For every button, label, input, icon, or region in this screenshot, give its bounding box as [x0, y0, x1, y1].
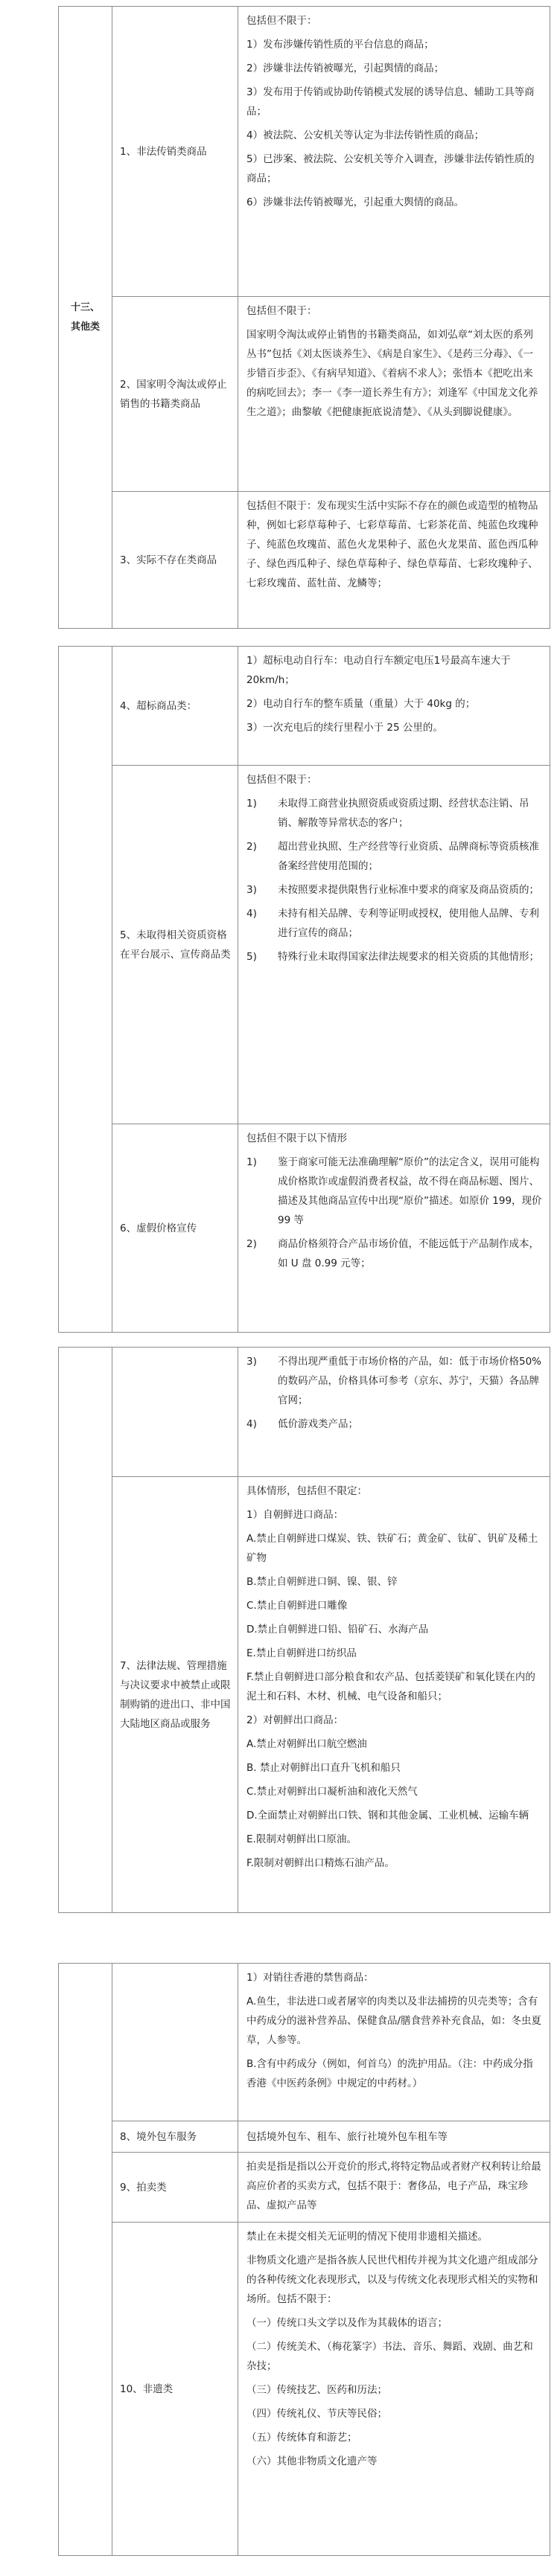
body-line: 6）涉嫌非法传销被曝光，引起重大舆情的商品。 — [246, 196, 465, 208]
list-item: 4) 低价游戏类产品； — [246, 1418, 358, 1430]
table-row — [59, 2121, 550, 2153]
body-line: 2）对朝鲜出口商品： — [246, 1714, 344, 1726]
list-item: 5) 特殊行业未取得国家法律法规要求的相关资质的其他情形； — [246, 951, 539, 963]
row-body — [238, 766, 550, 1124]
row-name: 1、非法传销类商品 — [112, 7, 238, 297]
row-name: 2、国家明令淘汰或停止销售的书籍类商品 — [112, 297, 238, 492]
body-line: B.含有中药成分（例如，何首乌）的洗护用品。（注：中药成分指香港《中医药条例》中规定的中药材。） — [246, 2058, 533, 2089]
body-line: 1）对销往香港的禁售商品： — [246, 1972, 374, 1984]
body-line: 1）发布涉嫌传销性质的平台信息的商品； — [246, 39, 434, 51]
body-line: E.限制对朝鲜出口原油。 — [246, 1833, 357, 1845]
row-body — [238, 297, 550, 492]
body-line: A.禁止自朝鲜进口煤炭、铁、铁矿石；黄金矿、钛矿、钒矿及稀土矿物 — [246, 1533, 538, 1564]
row-body — [238, 1348, 550, 1477]
row-name: 6、虚假价格宣传 — [112, 1124, 238, 1333]
row-body — [238, 492, 550, 629]
body-line: A.鱼生，非法进口或者屠宰的肉类以及非法捕捞的贝壳类等；含有中药成分的滋补营养品、保健食品/膳食营养补充食品，如：冬虫夏草，人参等。 — [246, 1996, 542, 2046]
body-line: （一）传统口头文学以及作为其载体的语言； — [246, 2317, 448, 2329]
body-line: （四）传统礼仪、节庆等民俗； — [246, 2408, 387, 2420]
body-line: C.禁止自朝鲜进口雕像 — [246, 1600, 348, 1612]
body-line: 包括境外包车、租车、旅行社境外包车租车等 — [246, 2130, 448, 2143]
body-line: B. 禁止对朝鲜出口直升飞机和船只 — [246, 1762, 401, 1774]
body-line: A.禁止对朝鲜出口航空燃油 — [246, 1738, 367, 1750]
body-line: 拍卖是指是指以公开竞价的形式,将特定物品或者财产权利转让给最高应价者的买卖方式，包括不限于：奢侈品，电子产品，珠宝珍品、虚拟产品等 — [246, 2161, 541, 2211]
table-row — [59, 2223, 550, 2556]
body-line: D.全面禁止对朝鲜出口铁、钢和其他金属、工业机械、运输车辆 — [246, 1810, 529, 1822]
body-line: 包括但不限于： — [246, 774, 317, 786]
body-line: （五）传统体育和游艺； — [246, 2432, 357, 2444]
table-row — [59, 1477, 550, 1913]
table-block-1 — [58, 6, 550, 629]
row-name: 4、超标商品类： — [112, 647, 238, 766]
row-name: 8、境外包车服务 — [112, 2121, 238, 2153]
table-row — [59, 492, 550, 629]
body-line: （三）传统技艺、医药和历法； — [246, 2384, 387, 2396]
category-cell — [59, 7, 112, 629]
list-item: 3) 不得出现严重低于市场价格的产品，如：低于市场价格50%的数码产品，价格具体可参考（京东、苏宁，天猫）各品牌官网； — [246, 1356, 542, 1406]
row-body — [238, 7, 550, 297]
table-row — [59, 1348, 550, 1477]
body-line: D.禁止自朝鲜进口铅、铅矿石、水海产品 — [246, 1624, 429, 1635]
row-name: 9、拍卖类 — [112, 2153, 238, 2223]
list-item: 2) 超出营业执照、生产经营等行业资质、品牌商标等资质核准备案经营使用范围的； — [246, 841, 539, 872]
body-line: 非物质文化遗产是指各族人民世代相传并视为其文化遗产组成部分的各种传统文化表现形式，以及与传统文化表现形式相关的实物和场所。包括不限于： — [246, 2255, 538, 2305]
list-item: 4) 未持有相关品牌、专利等证明或授权，使用他人品牌、专利进行宣传的商品； — [246, 908, 539, 939]
body-line: F.限制对朝鲜出口精炼石油产品。 — [246, 1857, 395, 1869]
table-block-3 — [58, 1347, 550, 1913]
body-line: 包括但不限于：发布现实生活中实际不存在的颜色或造型的植物品种，例如七彩草莓种子、七彩草莓苗、七彩茶花苗、纯蓝色玫瑰种子、纯蓝色玫瑰苗、蓝色火龙果种子、蓝色火龙果苗、蓝色西瓜种子、绿色西瓜种子、绿色草莓种子、绿色草莓苗、七彩玫瑰种子、七彩玫瑰苗、蓝牡苗、龙鳞等； — [246, 500, 538, 589]
list-item: 2) 商品价格须符合产品市场价值，不能远低于产品制作成本，如 U 盘 0.99 元等； — [246, 1238, 539, 1269]
body-line: 4）被法院、公安机关等认定为非法传销性质的商品； — [246, 129, 485, 141]
body-line: F.禁止自朝鲜进口部分粮食和农产品、包括菱镁矿和氧化镁在内的泥土和石料、木材、机械、电气设备和船只； — [246, 1671, 535, 1702]
table-row — [59, 647, 550, 766]
body-line: 国家明令淘汰或停止销售的书籍类商品，如刘弘章“刘太医的系列丛书”包括《刘太医谈养生》、《病是自家生》、《是药三分毒》、《一步错百步歪》、《有病早知道》、《着病不求人》；张悟本《把吃出来的病吃回去》；李一《李一道长养生有方》；刘逢军《中国龙文化养生之道》；曲黎敏《把健康扼底说清楚》、《从头到脚说健康》。 — [246, 329, 538, 418]
body-line: 3）发布用于传销或协助传销模式发展的诱导信息、辅助工具等商品； — [246, 86, 535, 118]
row-name: 7、法律法规、管理措施与决议要求中被禁止或限制购销的进出口、非中国大陆地区商品或服务 — [112, 1477, 238, 1913]
table-row — [59, 7, 550, 297]
row-name: 10、非遗类 — [112, 2223, 238, 2556]
row-body — [238, 2223, 550, 2556]
body-line: 1）自朝鲜进口商品： — [246, 1509, 344, 1521]
list-item: 1) 鉴于商家可能无法准确理解“原价”的法定含义，误用可能构成价格欺诈或虚假消费者权益，故不得在商品标题、图片、描述及其他商品宣传中出现“原价”描述。如原价 199，现价 99 等 — [246, 1156, 542, 1226]
category-label: 十三、其他类 — [70, 301, 100, 333]
body-line: C.禁止对朝鲜出口凝析油和液化天然气 — [246, 1786, 418, 1798]
row-body — [238, 1124, 550, 1333]
body-line: 3）一次充电后的续行里程小于 25 公里的。 — [246, 722, 443, 734]
table-block-4 — [58, 1963, 550, 2556]
body-line: B.禁止自朝鲜进口铜、镍、银、锌 — [246, 1576, 398, 1588]
list-item: 3) 未按照要求提供限售行业标准中要求的商家及商品资质的； — [246, 884, 539, 896]
row-body — [238, 2121, 550, 2153]
body-line: （六）其他非物质文化遗产等 — [246, 2455, 378, 2467]
body-line: 包括但不限于以下情形 — [246, 1132, 347, 1144]
row-body — [238, 1964, 550, 2121]
row-name: 5、未取得相关资质资格在平台展示、宣传商品类 — [112, 766, 238, 1124]
list-item: 1) 未取得工商营业执照资质或资质过期、经营状态注销、吊销、解散等异常状态的客户； — [246, 798, 529, 829]
table-row — [59, 2153, 550, 2223]
row-body — [238, 2153, 550, 2223]
body-line: 包括但不限于： — [246, 15, 317, 27]
table-row — [59, 1124, 550, 1333]
body-line: 具体情形，包括但不限定： — [246, 1485, 367, 1497]
row-body — [238, 1477, 550, 1913]
body-line: 2）涉嫌非法传销被曝光，引起舆情的商品； — [246, 63, 445, 74]
body-line: 包括但不限于： — [246, 305, 317, 317]
body-line: 禁止在未提交相关无证明的情况下使用非遗相关描述。 — [246, 2231, 488, 2243]
row-name: 3、实际不存在类商品 — [112, 492, 238, 629]
body-line: 5）已涉案、被法院、公安机关等介入调查，涉嫌非法传销性质的商品； — [246, 153, 535, 185]
row-body — [238, 647, 550, 766]
body-line: 2）电动自行车的整车质量（重量）大于 40kg 的； — [246, 698, 476, 710]
table-block-2 — [58, 646, 550, 1333]
table-row — [59, 297, 550, 492]
body-line: （二）传统美术、（梅花篆字）书法、音乐、舞蹈、戏剧、曲艺和杂技； — [246, 2341, 533, 2372]
table-row — [59, 1964, 550, 2121]
body-line: E.禁止自朝鲜进口纺织品 — [246, 1647, 357, 1659]
body-line: 1）超标电动自行车：电动自行车额定电压1号最高车速大于20km/h； — [246, 655, 511, 686]
table-row — [59, 766, 550, 1124]
